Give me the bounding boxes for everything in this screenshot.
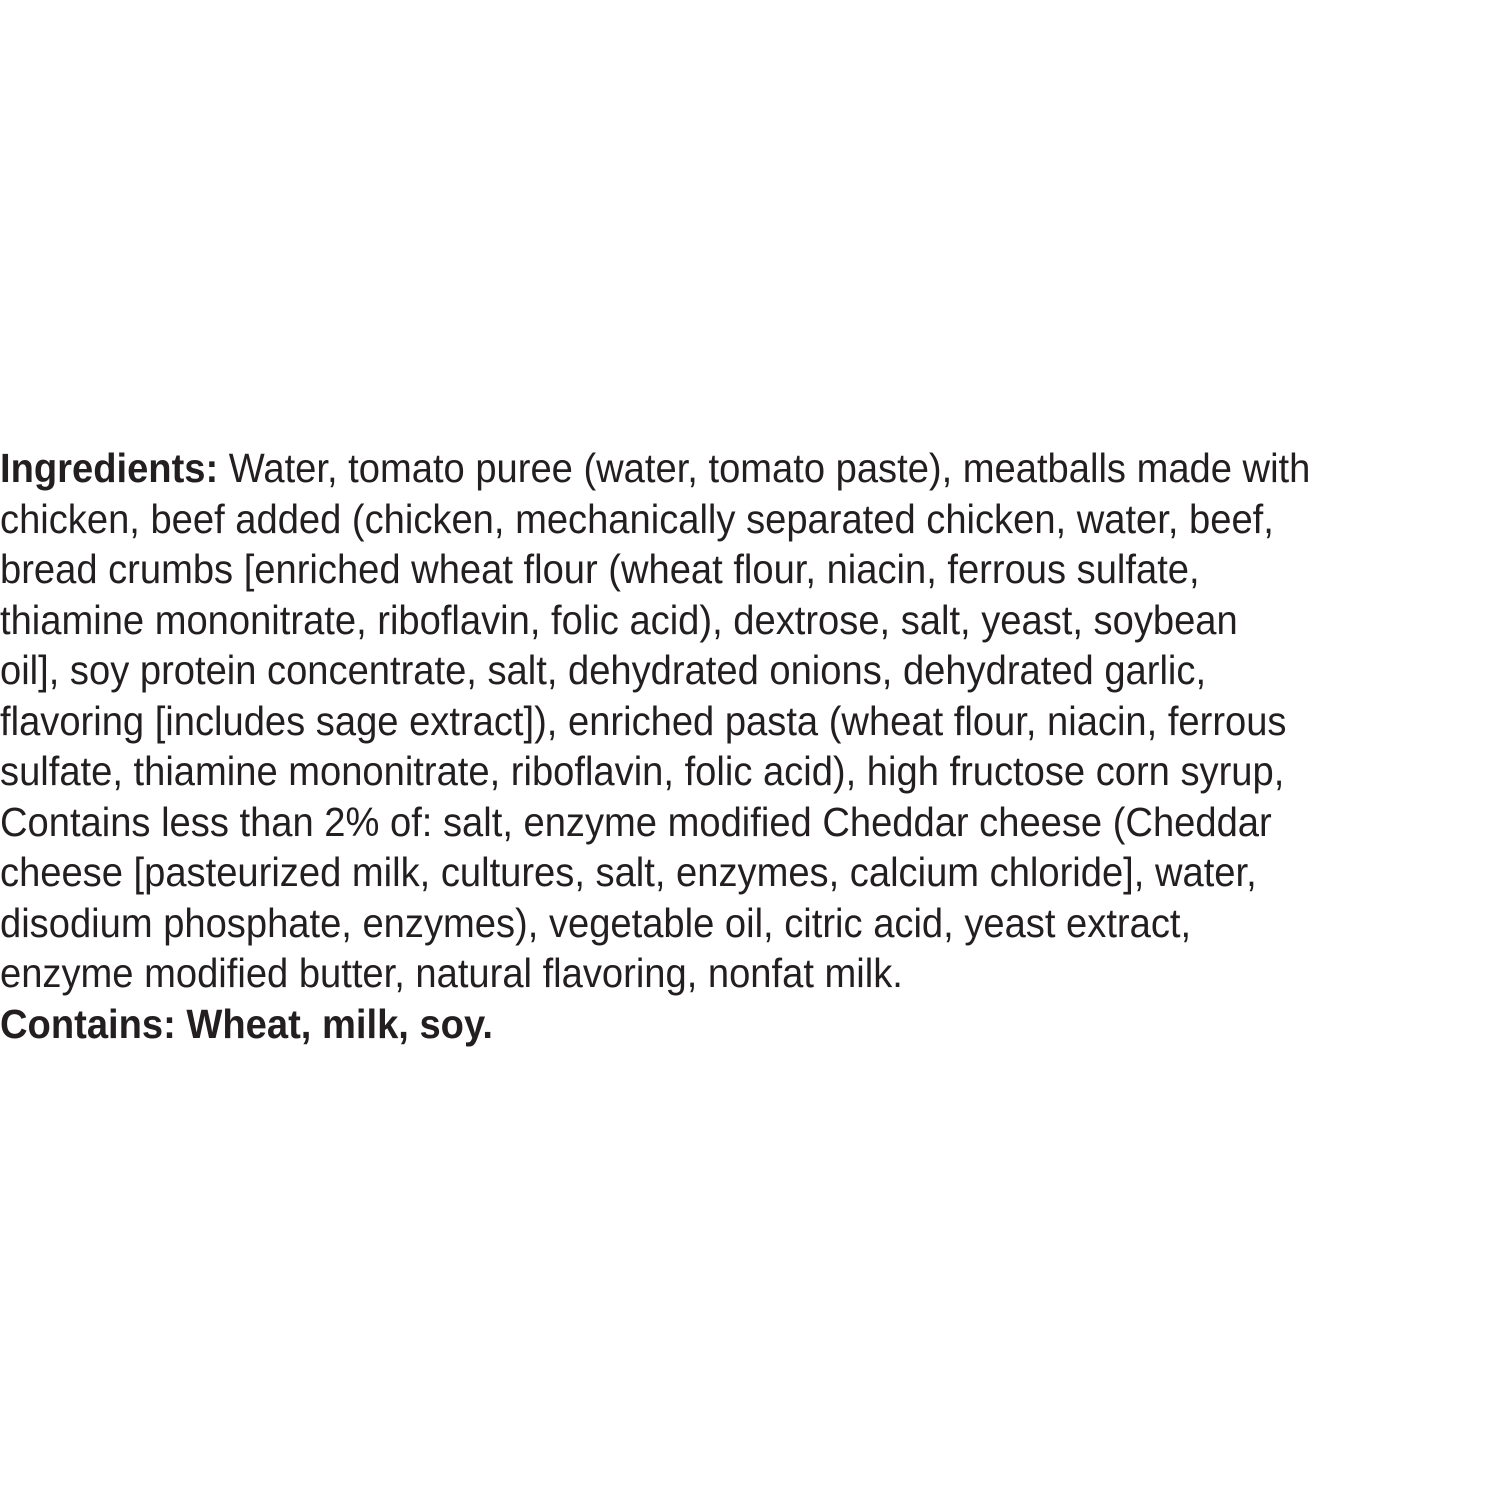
- ingredients-line: enzyme modified butter, natural flavoring, nonfat milk.: [0, 950, 903, 996]
- ingredients-heading: Ingredients:: [0, 445, 219, 491]
- allergen-statement: Contains: Wheat, milk, soy.: [0, 1000, 493, 1047]
- ingredients-line: [0, 443, 1500, 494]
- ingredients-line: cheese [pasteurized milk, cultures, salt, enzymes, calcium chloride], water,: [0, 849, 1257, 895]
- ingredients-line: oil], soy protein concentrate, salt, dehydrated onions, dehydrated garlic,: [0, 647, 1207, 693]
- ingredients-line: flavoring [includes sage extract]), enriched pasta (wheat flour, niacin, ferrous: [0, 697, 1287, 744]
- ingredients-line: bread crumbs [enriched wheat flour (wheat flour, niacin, ferrous sulfate,: [0, 546, 1200, 592]
- ingredients-line: thiamine mononitrate, riboflavin, folic acid), dextrose, salt, yeast, soybean: [0, 596, 1238, 643]
- ingredients-label: [0, 443, 1500, 1049]
- ingredients-line: chicken, beef added (chicken, mechanically separated chicken, water, beef,: [0, 495, 1274, 542]
- ingredients-line: Contains less than 2% of: salt, enzyme modified Cheddar cheese (Cheddar: [0, 798, 1272, 845]
- ingredients-text: Water, tomato puree (water, tomato paste), meatballs made with: [218, 445, 1311, 491]
- ingredients-line: sulfate, thiamine mononitrate, riboflavin, folic acid), high fructose corn syrup,: [0, 748, 1285, 794]
- ingredients-line: disodium phosphate, enzymes), vegetable oil, citric acid, yeast extract,: [0, 899, 1192, 946]
